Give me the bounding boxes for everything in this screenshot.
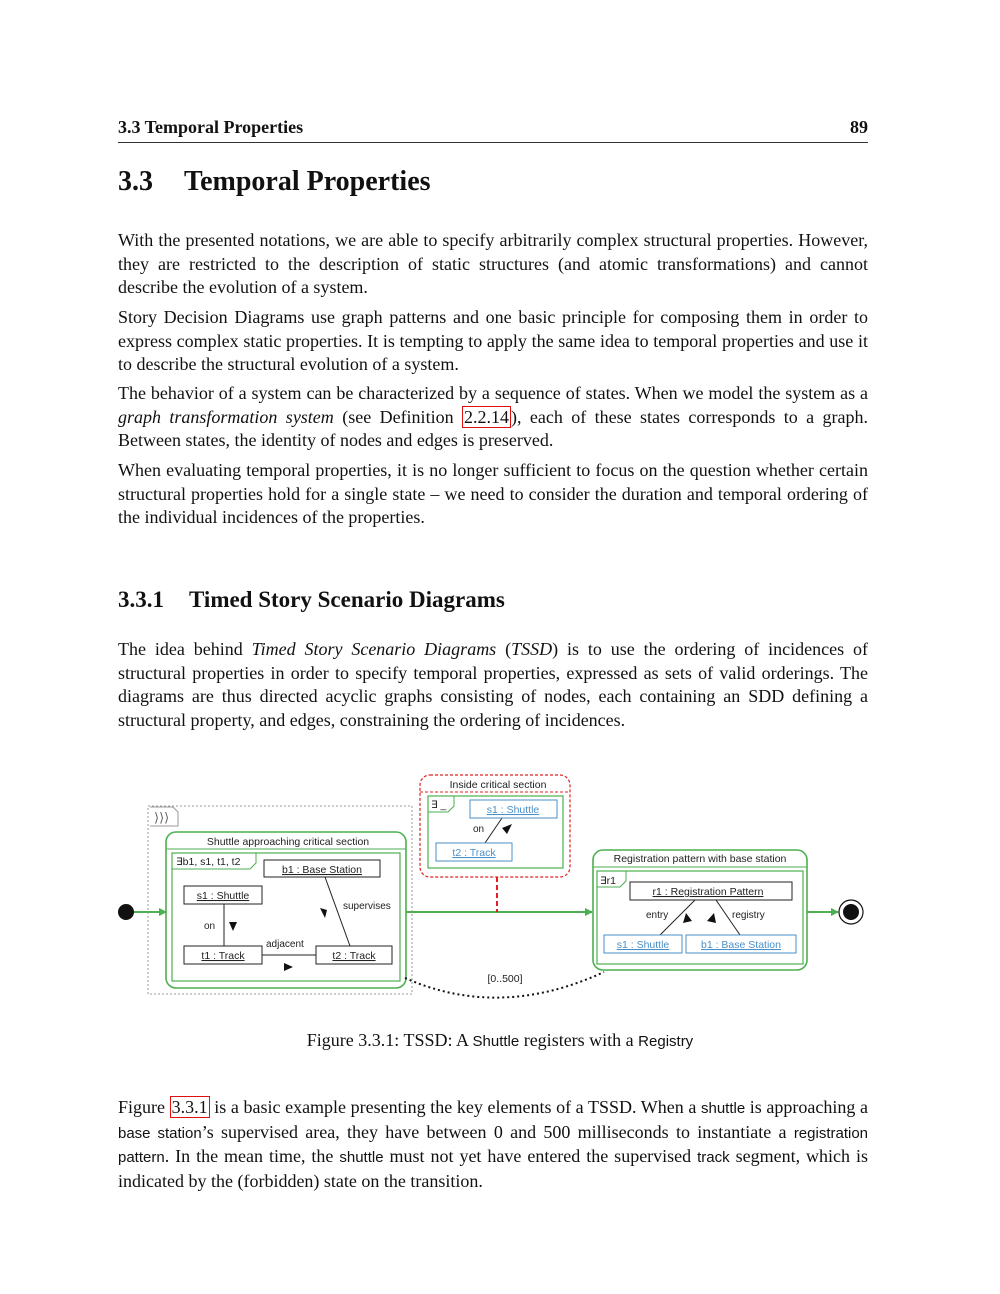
page-number: 89 [850, 117, 868, 137]
direction-arrow-adjacent [284, 963, 293, 971]
object-shuttle-label: s1 : Shuttle [196, 890, 250, 902]
object-track-t1-label: t1 : Track [201, 950, 245, 962]
final-sf-shuttle: shuttle [700, 1100, 746, 1117]
final-sf-registration-pattern: registration pattern [118, 1124, 869, 1167]
end-node [843, 904, 859, 920]
caption-text-b: registers with a [519, 1030, 639, 1050]
node2-object-shuttle-label: s1 : Shuttle [616, 939, 670, 951]
final-sf-shuttle-2: shuttle [339, 1149, 384, 1167]
node2-title: Registration pattern with base station [613, 853, 787, 865]
node1-title: Shuttle approaching critical section [206, 836, 370, 848]
object-track-t2-label: t2 : Track [332, 950, 376, 962]
p3-emphasis: graph transformation system [118, 406, 334, 427]
label-supervises: supervises [343, 901, 391, 912]
subsection-number: 3.3.1 [118, 587, 164, 612]
paragraph-final [118, 1096, 868, 1193]
label-adjacent: adjacent [266, 939, 304, 950]
figure-link[interactable]: 3.3.1 [171, 1097, 208, 1117]
p3-text-a: The behavior of a system can be characterized by a sequence of states. When we model the system as a [118, 383, 868, 403]
forbidden-label-on: on [473, 824, 485, 835]
direction-arrow-on [229, 922, 237, 931]
object-registration-pattern-label: r1 : Registration Pattern [652, 886, 764, 898]
final-text-e: . In the mean time, the [164, 1146, 340, 1167]
forbidden-quantifier: ∃ _ [431, 799, 447, 811]
start-node [118, 904, 134, 920]
final-text-a: Figure [118, 1097, 170, 1117]
final-text-g: segment, which is indicated by the (forbidden) state on the transition. [118, 1146, 868, 1191]
running-head-section: 3.3 Temporal Properties [118, 117, 304, 137]
caption-text-a: Figure 3.3.1: TSSD: A [306, 1030, 473, 1050]
forbidden-direction-arrow [502, 824, 512, 834]
label-registry: registry [732, 910, 765, 921]
time-constraint-label: [0..500] [487, 973, 523, 985]
final-text-c: is approaching a [745, 1097, 868, 1117]
chevrons-icon: ⟩⟩⟩ [154, 810, 170, 825]
section-title-text: Temporal Properties [184, 166, 431, 197]
object-base-station-label: b1 : Base Station [282, 864, 362, 876]
final-sf-base-station: base station [118, 1124, 202, 1142]
p3-text-c: ), each of these states corresponds to a graph. Between states, the identity of nodes and edges is preserved. [118, 406, 869, 451]
figure-caption [0, 1030, 1000, 1051]
p3-text-b: (see Definition [333, 406, 462, 427]
final-text-d: ’s supervised area, they have between 0 and 500 milliseconds to instantiate a [201, 1121, 794, 1142]
tssd-text-b: ( [496, 639, 512, 659]
forbidden-object-track-label: t2 : Track [452, 847, 496, 859]
tssd-emphasis-1: Timed Story Scenario Diagrams [251, 639, 497, 659]
direction-arrow-registry [707, 913, 716, 923]
caption-sf-registry: Registry [638, 1033, 694, 1050]
forbidden-object-shuttle-label: s1 : Shuttle [486, 804, 540, 816]
node2-quantifier: ∃r1 [600, 875, 616, 887]
direction-arrow-entry [683, 913, 692, 923]
subsection-title-text: Timed Story Scenario Diagrams [189, 587, 505, 612]
label-entry: entry [646, 910, 669, 921]
tssd-text-a: The idea behind [118, 639, 252, 659]
final-sf-track: track [697, 1149, 730, 1167]
definition-link[interactable]: 2.2.14 [463, 406, 509, 427]
paragraph-1: With the presented notations, we are able to specify arbitrarily complex structural properties. However, they are restricted to the description of static structures (and atomic transformations) and cannot describe the evolution of a system. [118, 230, 868, 298]
paragraph-2: Story Decision Diagrams use graph patterns and one basic principle for composing them in order to express complex static properties. It is tempting to apply the same idea to temporal properties and use it to describe the structural evolution of a system. [118, 307, 868, 375]
tssd-text-c: ) is to use the ordering of incidences of structural properties in order to specify temporal properties, expressed as sets of valid orderings. The diagrams are thus directed acyclic graphs consisting of nodes, each containing an SDD defining a structural property, and edges, constraining the ordering of incidences. [118, 639, 868, 730]
node2-object-base-station-label: b1 : Base Station [701, 939, 781, 951]
paragraph-4: When evaluating temporal properties, it is no longer sufficient to focus on the question whether certain structural properties hold for a single state – we need to consider the duration and temporal ordering of the individual incidences of the properties. [118, 460, 868, 528]
final-text-b: is a basic example presenting the key elements of a TSSD. When a [209, 1097, 701, 1117]
caption-sf-shuttle: Shuttle [472, 1033, 520, 1050]
tssd-emphasis-2: TSSD [511, 639, 553, 659]
node1-quantifier: ∃b1, s1, t1, t2 [176, 856, 241, 868]
section-number: 3.3 [118, 166, 153, 197]
final-text-f: must not yet have entered the supervised [383, 1146, 698, 1167]
forbidden-title: Inside critical section [449, 779, 547, 791]
label-on: on [204, 921, 216, 932]
direction-arrow-supervises [320, 908, 327, 918]
forbidden-edge-on [485, 818, 502, 843]
